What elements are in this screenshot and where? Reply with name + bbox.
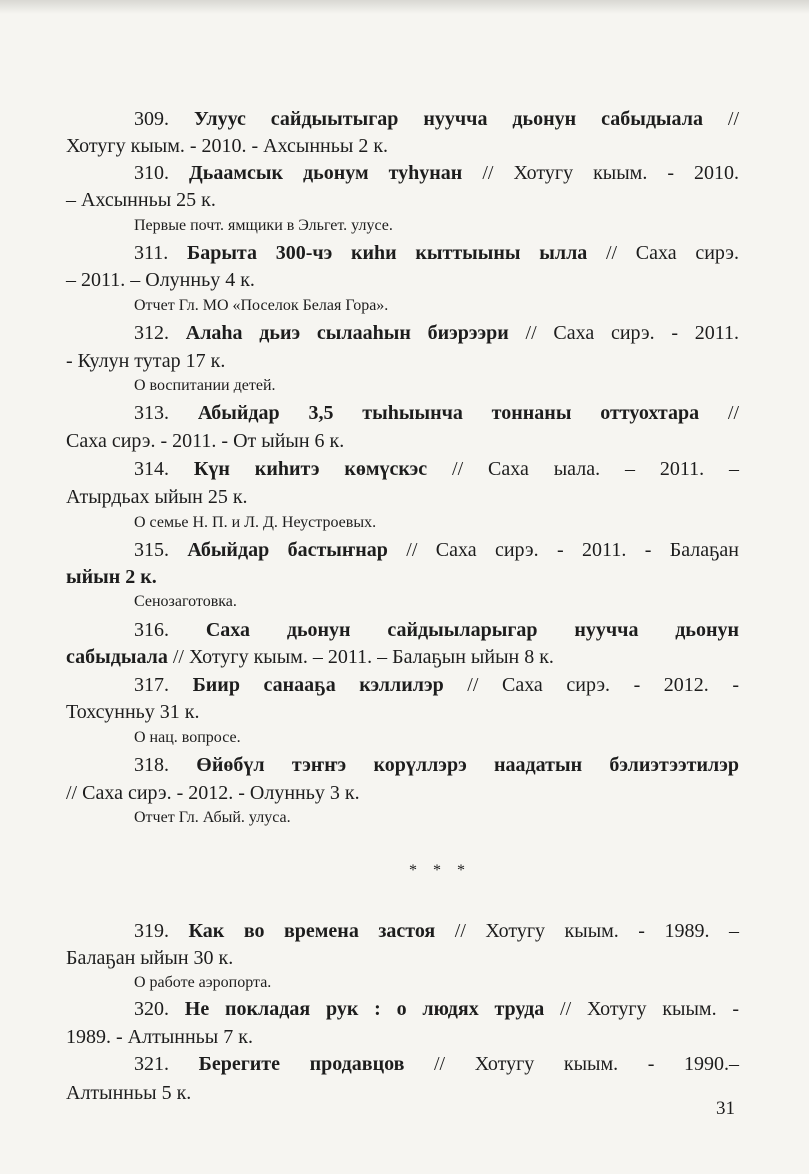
entry-321-line2: Алтынньы 5 к.	[66, 1082, 192, 1104]
entry-317-line2: Тохсунньу 31 к.	[66, 701, 200, 723]
entry-319-line1: 319. Как во времена застоя // Хотугу кыым. - 1989. –	[134, 920, 740, 942]
entry-309-line2: Хотугу кыым. - 2010. - Ахсынньы 2 к.	[66, 135, 389, 157]
entry-311-line2: – 2011. – Олунньу 4 к.	[66, 269, 255, 291]
entry-318-note: Отчет Гл. Абый. улуса.	[134, 809, 291, 826]
entry-315-line1: 315. Абыйдар бастыҥнар // Саха сирэ. - 2011. - Балаҕан	[134, 539, 740, 561]
entry-312-line2: - Кулун тутар 17 к.	[66, 350, 226, 372]
entry-309-line1: 309. Улуус сайдыытыгар нуучча дьонун сабыдыала //	[134, 108, 740, 130]
page-top-shadow	[0, 0, 809, 14]
section-separator: * * *	[409, 862, 471, 879]
entry-320-line2: 1989. - Алтынньы 7 к.	[66, 1026, 253, 1048]
entry-312-line1: 312. Алаһа дьиэ сылааһын биэрээри // Саха сирэ. - 2011.	[134, 322, 740, 344]
entry-319-note: О работе аэропорта.	[134, 974, 272, 991]
entry-310-line1: 310. Дьаамсык дьонум туһунан // Хотугу кыым. - 2010.	[134, 162, 740, 184]
entry-315-line2: ыйын 2 к.	[66, 566, 157, 588]
entry-310-note: Первые почт. ямщики в Эльгет. улусе.	[134, 217, 393, 234]
entry-311-note: Отчет Гл. МО «Поселок Белая Гора».	[134, 297, 389, 314]
entry-313-line2: Саха сирэ. - 2011. - От ыйын 6 к.	[66, 430, 345, 452]
entry-317-line1: 317. Биир санааҕа кэллилэр // Саха сирэ. - 2012. -	[134, 674, 740, 696]
entry-318-line2: // Саха сирэ. - 2012. - Олунньу 3 к.	[66, 782, 360, 804]
entry-318-line1: 318. Өйөбүл тэҥҥэ корүллэрэ наадатын бэлиэтээтилэр	[134, 754, 739, 776]
entry-310-line2: – Ахсынньы 25 к.	[66, 189, 216, 211]
entry-321-line1: 321. Берегите продавцов // Хотугу кыым. - 1990.–	[134, 1053, 739, 1075]
entry-316-line1: 316. Саха дьонун сайдыыларыгар нуучча дьонун	[134, 619, 740, 641]
entry-319-line2: Балаҕан ыйын 30 к.	[66, 947, 234, 969]
entry-320-line1: 320. Не покладая рук : о людях труда // Хотугу кыым. -	[134, 998, 740, 1020]
entry-314-line1: 314. Күн киһитэ көмүскэс // Саха ыала. – 2011. –	[134, 458, 739, 480]
entry-315-note: Сенозаготовка.	[134, 593, 237, 610]
entry-314-note: О семье Н. П. и Л. Д. Неустроевых.	[134, 514, 377, 531]
entry-313-line1: 313. Абыйдар 3,5 тыһыынча тоннаны оттуохтара //	[134, 402, 740, 424]
entry-311-line1: 311. Барыта 300-чэ киһи кыттыыны ылла // Саха сирэ.	[134, 242, 739, 264]
entry-312-note: О воспитании детей.	[134, 377, 276, 394]
entry-314-line2: Атырдьах ыйын 25 к.	[66, 486, 248, 508]
entry-317-note: О нац. вопросе.	[134, 729, 241, 746]
entry-316-line2: сабыдыала // Хотугу кыым. – 2011. – Балаҕын ыйын 8 к.	[66, 646, 554, 668]
page-number: 31	[716, 1098, 735, 1119]
